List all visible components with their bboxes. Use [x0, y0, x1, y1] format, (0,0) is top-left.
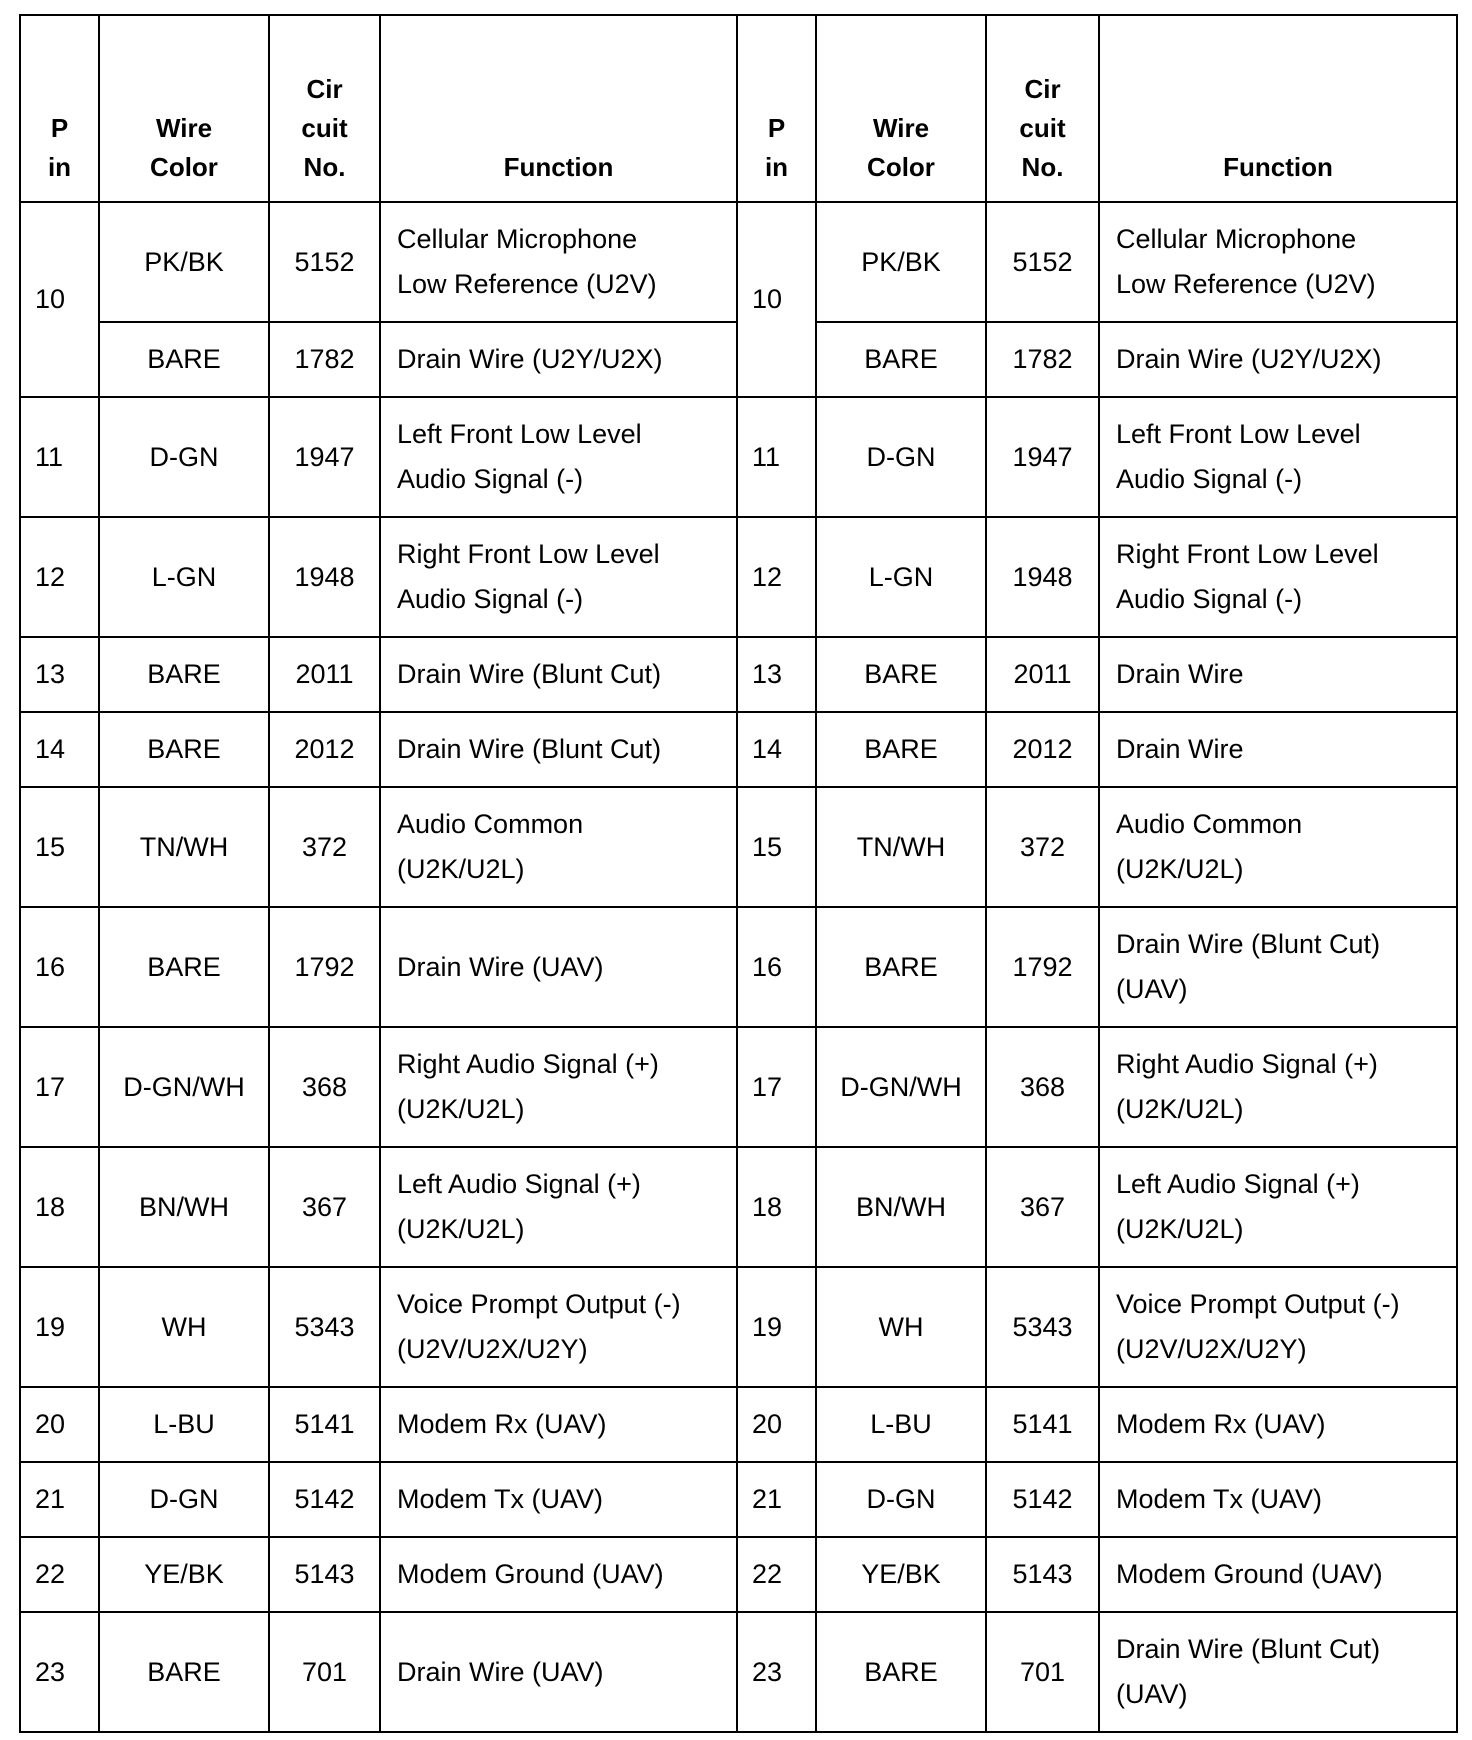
right-circuit-cell: 5142 [986, 1462, 1099, 1537]
right-pin-cell: 16 [737, 907, 816, 1027]
right-function-cell [1099, 397, 1457, 517]
left-wire-color-cell: D-GN [99, 397, 269, 517]
left-pin-cell: 13 [20, 637, 99, 712]
function-line: Drain Wire (Blunt Cut) [1116, 929, 1381, 959]
right-circuit-cell: 372 [986, 787, 1099, 907]
left-circuit-cell: 2011 [269, 637, 380, 712]
left-function-cell [380, 712, 737, 787]
function-line: Drain Wire (U2Y/U2X) [1116, 344, 1382, 374]
table-row [20, 907, 1457, 1027]
left-circuit-header: Cir cuit No. [269, 15, 380, 202]
table-row [20, 1462, 1457, 1537]
left-circuit-cell: 1947 [269, 397, 380, 517]
function-line: Cellular Microphone [397, 224, 638, 254]
right-circuit-cell: 2012 [986, 712, 1099, 787]
function-line: Low Reference (U2V) [397, 269, 657, 299]
left-function-cell [380, 1462, 737, 1537]
left-wire-color-cell: BARE [99, 322, 269, 397]
left-pin-cell: 18 [20, 1147, 99, 1267]
function-line: Right Audio Signal (+) [1116, 1049, 1378, 1079]
right-wire-color-cell: D-GN/WH [816, 1027, 986, 1147]
function-line: (U2K/U2L) [397, 1094, 525, 1124]
table-row [20, 1267, 1457, 1387]
function-line: Audio Signal (-) [1116, 464, 1303, 494]
right-circuit-cell: 5152 [986, 202, 1099, 322]
right-function-cell [1099, 907, 1457, 1027]
left-wire-color-cell: WH [99, 1267, 269, 1387]
right-circuit-cell: 5143 [986, 1537, 1099, 1612]
left-wire-color-header: Wire Color [99, 15, 269, 202]
left-function-cell [380, 787, 737, 907]
function-line: (U2K/U2L) [1116, 854, 1244, 884]
function-line: (U2K/U2L) [1116, 1094, 1244, 1124]
left-circuit-cell: 372 [269, 787, 380, 907]
right-pin-header: P in [737, 15, 816, 202]
function-line: Left Audio Signal (+) [1116, 1169, 1360, 1199]
right-circuit-cell: 368 [986, 1027, 1099, 1147]
function-line: (U2K/U2L) [397, 1214, 525, 1244]
left-wire-color-cell: TN/WH [99, 787, 269, 907]
left-function-cell [380, 517, 737, 637]
function-line: (UAV) [1116, 974, 1188, 1004]
right-circuit-cell: 5343 [986, 1267, 1099, 1387]
right-pin-cell: 18 [737, 1147, 816, 1267]
left-circuit-cell: 1948 [269, 517, 380, 637]
right-function-cell [1099, 787, 1457, 907]
right-circuit-cell: 367 [986, 1147, 1099, 1267]
left-function-cell [380, 1387, 737, 1462]
left-circuit-cell: 701 [269, 1612, 380, 1732]
right-wire-color-cell: BARE [816, 907, 986, 1027]
left-function-cell [380, 397, 737, 517]
function-line: Left Front Low Level [1116, 419, 1361, 449]
left-function-cell [380, 1267, 737, 1387]
right-pin-cell: 14 [737, 712, 816, 787]
left-function-cell [380, 202, 737, 322]
function-line: Modem Rx (UAV) [1116, 1409, 1326, 1439]
right-pin-cell: 13 [737, 637, 816, 712]
right-function-cell [1099, 1267, 1457, 1387]
left-circuit-cell: 368 [269, 1027, 380, 1147]
left-wire-color-cell: YE/BK [99, 1537, 269, 1612]
function-line: Drain Wire (Blunt Cut) [397, 734, 662, 764]
right-wire-color-cell: L-GN [816, 517, 986, 637]
left-wire-color-cell: L-BU [99, 1387, 269, 1462]
left-circuit-cell: 5143 [269, 1537, 380, 1612]
right-wire-color-cell: D-GN [816, 1462, 986, 1537]
right-pin-cell: 22 [737, 1537, 816, 1612]
right-function-cell [1099, 1612, 1457, 1732]
function-line: Audio Common [397, 809, 584, 839]
right-circuit-cell: 5141 [986, 1387, 1099, 1462]
right-pin-cell: 11 [737, 397, 816, 517]
right-wire-color-cell: BARE [816, 1612, 986, 1732]
left-pin-cell: 10 [20, 202, 99, 397]
right-wire-color-cell: WH [816, 1267, 986, 1387]
right-function-cell [1099, 712, 1457, 787]
left-wire-color-cell: BARE [99, 637, 269, 712]
left-function-cell [380, 1147, 737, 1267]
table-row [20, 397, 1457, 517]
function-line: Audio Signal (-) [397, 464, 584, 494]
left-circuit-cell: 2012 [269, 712, 380, 787]
right-function-cell [1099, 637, 1457, 712]
function-line: Modem Rx (UAV) [397, 1409, 607, 1439]
left-circuit-cell: 5142 [269, 1462, 380, 1537]
right-function-cell [1099, 1387, 1457, 1462]
right-function-cell [1099, 1462, 1457, 1537]
right-pin-cell: 15 [737, 787, 816, 907]
left-function-cell [380, 1612, 737, 1732]
left-circuit-cell: 5141 [269, 1387, 380, 1462]
table-body [20, 202, 1457, 1732]
right-pin-cell: 23 [737, 1612, 816, 1732]
left-function-cell [380, 907, 737, 1027]
function-line: Drain Wire (Blunt Cut) [397, 659, 662, 689]
function-line: Right Front Low Level [1116, 539, 1379, 569]
function-line: Low Reference (U2V) [1116, 269, 1376, 299]
left-pin-cell: 12 [20, 517, 99, 637]
function-line: Left Audio Signal (+) [397, 1169, 641, 1199]
right-wire-color-cell: L-BU [816, 1387, 986, 1462]
left-circuit-cell: 5152 [269, 202, 380, 322]
right-pin-cell: 21 [737, 1462, 816, 1537]
left-pin-cell: 22 [20, 1537, 99, 1612]
right-function-cell [1099, 1537, 1457, 1612]
right-wire-color-cell: BN/WH [816, 1147, 986, 1267]
left-pin-cell: 19 [20, 1267, 99, 1387]
left-pin-cell: 15 [20, 787, 99, 907]
right-circuit-cell: 701 [986, 1612, 1099, 1732]
right-wire-color-cell: TN/WH [816, 787, 986, 907]
left-pin-cell: 16 [20, 907, 99, 1027]
right-function-cell [1099, 1027, 1457, 1147]
function-line: Drain Wire (Blunt Cut) [1116, 1634, 1381, 1664]
left-circuit-cell: 1792 [269, 907, 380, 1027]
function-line: Right Front Low Level [397, 539, 660, 569]
left-pin-cell: 23 [20, 1612, 99, 1732]
right-wire-color-cell: YE/BK [816, 1537, 986, 1612]
left-pin-cell: 11 [20, 397, 99, 517]
right-pin-cell: 12 [737, 517, 816, 637]
function-line: Voice Prompt Output (-) [397, 1289, 681, 1319]
left-function-cell [380, 1537, 737, 1612]
right-pin-cell: 19 [737, 1267, 816, 1387]
right-function-cell [1099, 1147, 1457, 1267]
table-row [20, 1147, 1457, 1267]
function-line: Left Front Low Level [397, 419, 642, 449]
function-line: Drain Wire (UAV) [397, 1656, 604, 1687]
function-line: (U2V/U2X/U2Y) [1116, 1334, 1307, 1364]
left-function-cell [380, 637, 737, 712]
left-pin-header: P in [20, 15, 99, 202]
left-pin-cell: 20 [20, 1387, 99, 1462]
left-pin-cell: 14 [20, 712, 99, 787]
right-function-header: Function [1099, 15, 1457, 202]
left-circuit-cell: 5343 [269, 1267, 380, 1387]
right-function-cell [1099, 322, 1457, 397]
function-line: Modem Tx (UAV) [1116, 1484, 1323, 1514]
right-circuit-cell: 2011 [986, 637, 1099, 712]
function-line: Modem Tx (UAV) [397, 1484, 604, 1514]
right-wire-color-header: Wire Color [816, 15, 986, 202]
left-pin-cell: 21 [20, 1462, 99, 1537]
function-line: Audio Common [1116, 809, 1303, 839]
function-line: Audio Signal (-) [397, 584, 584, 614]
right-circuit-cell: 1792 [986, 907, 1099, 1027]
left-wire-color-cell: BN/WH [99, 1147, 269, 1267]
right-function-cell [1099, 202, 1457, 322]
table-row [20, 637, 1457, 712]
left-circuit-cell: 1782 [269, 322, 380, 397]
right-pin-cell: 10 [737, 202, 816, 397]
left-pin-cell: 17 [20, 1027, 99, 1147]
right-circuit-cell: 1947 [986, 397, 1099, 517]
right-function-cell [1099, 517, 1457, 637]
right-wire-color-cell: BARE [816, 637, 986, 712]
function-line: Modem Ground (UAV) [1116, 1559, 1383, 1589]
table-row [20, 787, 1457, 907]
right-circuit-cell: 1948 [986, 517, 1099, 637]
function-line: Modem Ground (UAV) [397, 1559, 664, 1589]
left-function-header: Function [380, 15, 737, 202]
function-line: Audio Signal (-) [1116, 584, 1303, 614]
right-pin-cell: 17 [737, 1027, 816, 1147]
right-wire-color-cell: PK/BK [816, 202, 986, 322]
function-line: Drain Wire (UAV) [397, 951, 604, 982]
function-line: Drain Wire [1116, 734, 1244, 764]
left-wire-color-cell: BARE [99, 1612, 269, 1732]
left-wire-color-cell: L-GN [99, 517, 269, 637]
function-line: Cellular Microphone [1116, 224, 1357, 254]
left-function-cell [380, 1027, 737, 1147]
right-wire-color-cell: D-GN [816, 397, 986, 517]
right-pin-cell: 20 [737, 1387, 816, 1462]
left-wire-color-cell: PK/BK [99, 202, 269, 322]
function-line: Drain Wire [1116, 659, 1244, 689]
table-row [20, 1537, 1457, 1612]
header-row [20, 15, 1457, 202]
connector-pinout-table [19, 14, 1458, 1733]
table-row [20, 202, 1457, 322]
table-row [20, 1027, 1457, 1147]
table-row [20, 1387, 1457, 1462]
function-line: (U2K/U2L) [1116, 1214, 1244, 1244]
left-wire-color-cell: BARE [99, 907, 269, 1027]
left-function-cell [380, 322, 737, 397]
table-row [20, 1612, 1457, 1732]
function-line: (U2V/U2X/U2Y) [397, 1334, 588, 1364]
left-wire-color-cell: D-GN [99, 1462, 269, 1537]
function-line: Right Audio Signal (+) [397, 1049, 659, 1079]
left-circuit-cell: 367 [269, 1147, 380, 1267]
function-line: (UAV) [1116, 1679, 1188, 1709]
function-line: (U2K/U2L) [397, 854, 525, 884]
left-wire-color-cell: BARE [99, 712, 269, 787]
function-line: Voice Prompt Output (-) [1116, 1289, 1400, 1319]
right-wire-color-cell: BARE [816, 712, 986, 787]
right-circuit-cell: 1782 [986, 322, 1099, 397]
left-wire-color-cell: D-GN/WH [99, 1027, 269, 1147]
table-row [20, 517, 1457, 637]
function-line: Drain Wire (U2Y/U2X) [397, 344, 663, 374]
table-row [20, 712, 1457, 787]
right-wire-color-cell: BARE [816, 322, 986, 397]
right-circuit-header: Cir cuit No. [986, 15, 1099, 202]
